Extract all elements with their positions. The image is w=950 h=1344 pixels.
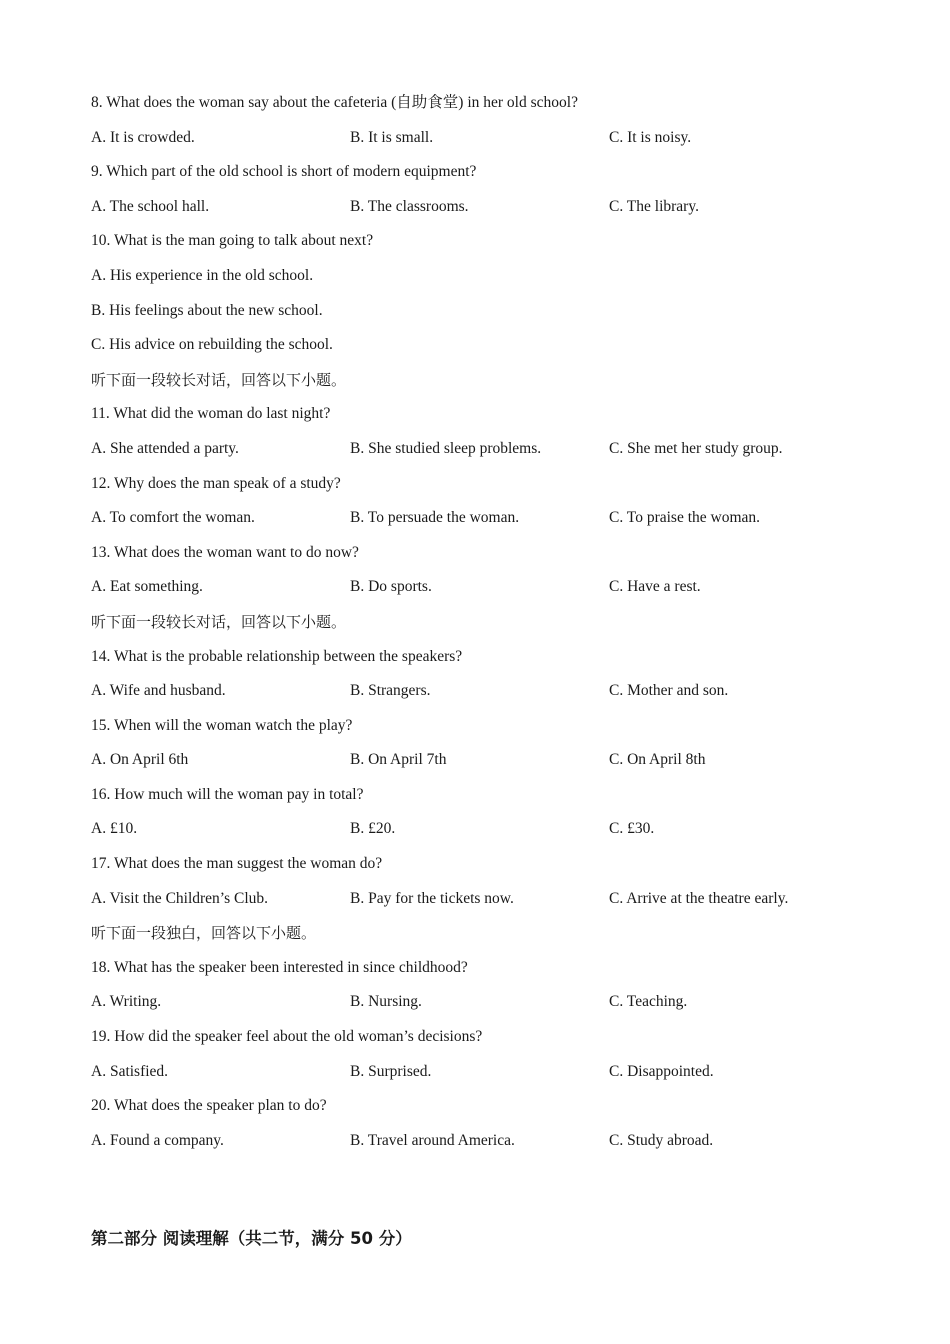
option-b: B. Pay for the tickets now. [350,889,514,907]
option-a: A. Satisfied. [91,1062,169,1080]
option-b: B. Do sports. [350,578,432,596]
option-c: C. Have a rest. [609,578,701,596]
options-row [91,126,871,161]
options-row [91,506,871,541]
question-text: 16. How much will the woman pay in total? [91,785,364,803]
option-a: A. The school hall. [91,197,210,215]
option-a: A. Eat something. [91,578,203,596]
option-b: B. £20. [350,820,396,838]
option-c: C. Mother and son. [609,682,729,700]
option-a: A. Visit the Children’s Club. [91,889,269,907]
option-b: B. It is small. [350,128,434,146]
option-c: C. The library. [609,197,699,215]
option-c: C. She met her study group. [609,439,783,457]
option-c: C. To praise the woman. [609,509,761,527]
option-a: A. It is crowded. [91,128,195,146]
option-b: B. On April 7th [350,751,447,769]
option-b: B. Nursing. [350,993,422,1011]
options-row [91,748,871,783]
option-b: B. Surprised. [350,1062,432,1080]
option-c: C. Disappointed. [609,1062,714,1080]
listening-directions: 听下面一段较长对话，回答以下小题。 [91,370,347,389]
question-text: 12. Why does the man speak of a study? [91,474,341,492]
option-b: B. Travel around America. [350,1131,515,1149]
option-c: C. On April 8th [609,751,706,769]
question-text: 20. What does the speaker plan to do? [91,1097,327,1115]
options-row [91,817,871,852]
option-c: C. It is noisy. [609,128,692,146]
question-text: 13. What does the woman want to do now? [91,543,359,561]
option-c: C. £30. [609,820,655,838]
option-a: A. She attended a party. [91,439,239,457]
section-title: 第二部分 阅读理解（共二节，满分 50 分） [91,1229,412,1248]
question-list [91,91,871,1163]
option-b: B. She studied sleep problems. [350,439,542,457]
question-text: 17. What does the man suggest the woman do? [91,855,383,873]
question-text: 9. Which part of the old school is short of modern equipment? [91,163,477,181]
option-a: A. Found a company. [91,1131,224,1149]
question-text: 8. What does the woman say about the cafeteria (自助食堂) in her old school? [91,94,578,111]
option-a: A. On April 6th [91,751,189,769]
option-line: B. His feelings about the new school. [91,301,323,319]
question-text: 15. When will the woman watch the play? [91,716,353,734]
option-c: C. Teaching. [609,993,688,1011]
listening-directions: 听下面一段较长对话，回答以下小题。 [91,612,347,631]
question-text: 19. How did the speaker feel about the old woman’s decisions? [91,1028,483,1046]
option-b: B. To persuade the woman. [350,509,520,527]
options-row [91,990,871,1025]
options-row [91,195,871,230]
options-row [91,1129,871,1164]
option-line: C. His advice on rebuilding the school. [91,336,333,354]
options-row [91,575,871,610]
options-row [91,437,871,472]
option-b: B. The classrooms. [350,197,469,215]
option-c: C. Arrive at the theatre early. [609,889,789,907]
question-text: 10. What is the man going to talk about next? [91,232,374,250]
option-a: A. Writing. [91,993,162,1011]
options-row [91,1060,871,1095]
question-text: 18. What has the speaker been interested in since childhood? [91,958,468,976]
option-b: B. Strangers. [350,682,431,700]
options-row [91,887,871,922]
option-a: A. To comfort the woman. [91,509,255,527]
option-a: A. £10. [91,820,138,838]
option-a: A. Wife and husband. [91,682,226,700]
question-text: 14. What is the probable relationship between the speakers? [91,647,463,665]
listening-directions: 听下面一段独白，回答以下小题。 [91,924,317,943]
options-row [91,679,871,714]
option-line: A. His experience in the old school. [91,266,314,284]
question-text: 11. What did the woman do last night? [91,405,331,423]
option-c: C. Study abroad. [609,1131,714,1149]
